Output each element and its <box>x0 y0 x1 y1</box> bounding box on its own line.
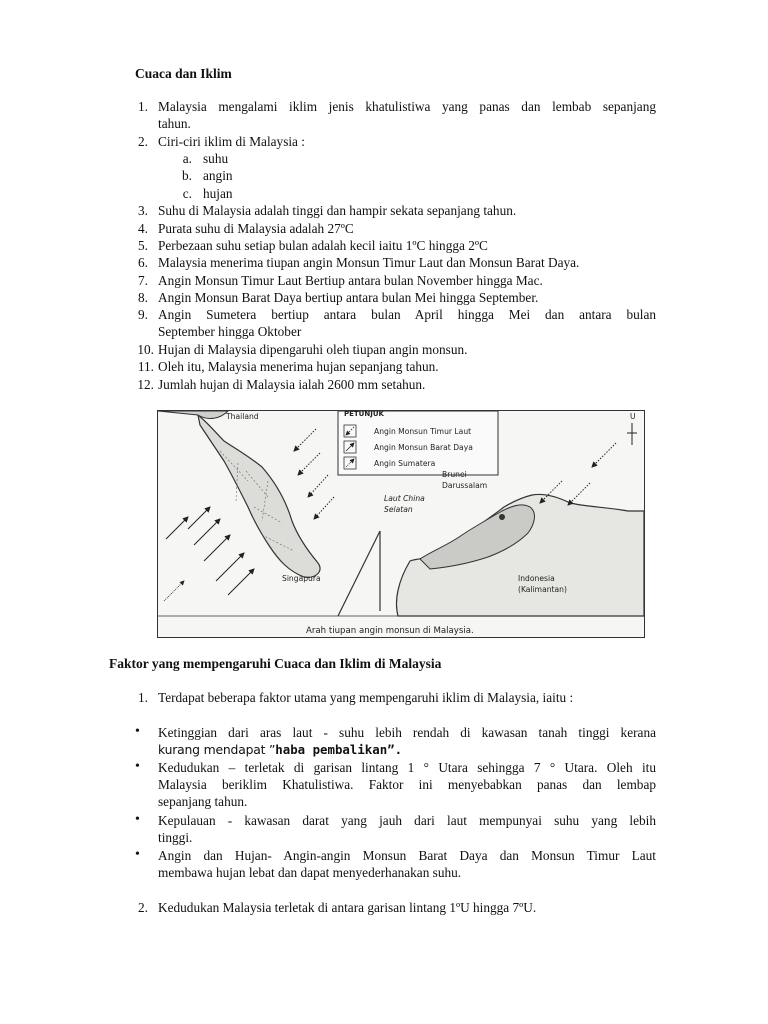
list-number: 2. <box>138 134 148 149</box>
list-item-text: September hingga Oktober <box>158 324 302 339</box>
monsoon-map <box>158 411 644 637</box>
bullet-text: Angin dan Hujan- Angin-angin Monsun Barat Daya dan Monsun Timur Laut <box>158 848 656 863</box>
monsoon-map-figure <box>157 410 645 638</box>
legend-item-ne-monsoon: Angin Monsun Timur Laut <box>374 427 472 436</box>
list-item-text: Perbezaan suhu setiap bulan adalah kecil iaitu 1ºC hingga 2ºC <box>158 238 488 253</box>
sea-label: Laut China <box>384 494 425 503</box>
bullet-text: sepanjang tahun. <box>158 794 248 809</box>
singapura-label: Singapura <box>282 574 321 583</box>
bullet-text: Kedudukan – terletak di garisan lintang 1 ° Utara sehingga 7 ° Utara. Oleh itu <box>158 760 656 775</box>
bullet-text: tinggi. <box>158 830 193 845</box>
list-item-text: Terdapat beberapa faktor utama yang mempengaruhi iklim di Malaysia, iaitu : <box>158 690 574 705</box>
list-number: 3. <box>138 203 148 218</box>
map-caption: Arah tiupan angin monsun di Malaysia. <box>306 626 474 636</box>
section-title: Faktor yang mempengaruhi Cuaca dan Iklim di Malaysia <box>109 656 442 671</box>
bullet-text: membawa hujan lebat dan dapat menyederhanakan suhu. <box>158 865 462 880</box>
sea-label: Selatan <box>384 505 413 514</box>
list-number: 8. <box>138 290 148 305</box>
page-title: Cuaca dan Iklim <box>135 66 232 81</box>
list-number: 9. <box>138 307 148 322</box>
sublist-item-text: angin <box>203 168 233 183</box>
bullet-icon: • <box>135 847 140 862</box>
sublist-item-text: hujan <box>203 186 233 201</box>
list-number: 12. <box>137 377 154 392</box>
list-number: 1. <box>138 690 148 705</box>
list-number: 10. <box>137 342 154 357</box>
bullet-text-emphasis: haba pembalikan”. <box>275 742 403 757</box>
indonesia-label: (Kalimantan) <box>518 585 567 594</box>
brunei-label: Brunei <box>442 470 467 479</box>
sublist-letter: c. <box>182 186 192 201</box>
bullet-text: Ketinggian dari aras laut - suhu lebih rendah di kawasan tanah tinggi kerana <box>158 725 656 740</box>
list-item-text: tahun. <box>158 116 191 131</box>
bullet-icon: • <box>135 812 140 827</box>
list-item-text: Purata suhu di Malaysia adalah 27ºC <box>158 221 354 236</box>
sublist-item-text: suhu <box>203 151 229 166</box>
list-number: 7. <box>138 273 148 288</box>
list-item-text: Angin Monsun Timur Laut Bertiup antara bulan November hingga Mac. <box>158 273 543 288</box>
bullet-text <box>158 741 402 758</box>
bullet-text: Kepulauan - kawasan darat yang jauh dari laut mempunyai suhu yang lebih <box>158 813 656 828</box>
list-item-text: Hujan di Malaysia dipengaruhi oleh tiupan angin monsun. <box>158 342 468 357</box>
list-item-text: Suhu di Malaysia adalah tinggi dan hampir sekata sepanjang tahun. <box>158 203 517 218</box>
north-label: U <box>630 412 636 421</box>
bullet-icon: • <box>135 724 140 739</box>
sublist-letter: b. <box>182 168 192 183</box>
sublist-letter: a. <box>182 151 192 166</box>
legend-item-sw-monsoon: Angin Monsun Barat Daya <box>374 443 473 452</box>
legend-title: PETUNJUK <box>344 411 384 418</box>
list-item-text: Angin Sumetera bertiup antara bulan April hingga Mei dan antara bulan <box>158 307 656 322</box>
list-item-text: Oleh itu, Malaysia menerima hujan sepanjang tahun. <box>158 359 439 374</box>
list-number: 11. <box>137 359 154 374</box>
list-item-text: Malaysia mengalami iklim jenis khatulistiwa yang panas dan lembab sepanjang <box>158 99 656 114</box>
legend-item-sumatera: Angin Sumatera <box>374 459 436 468</box>
list-item-text: Jumlah hujan di Malaysia ialah 2600 mm setahun. <box>158 377 426 392</box>
list-number: 2. <box>138 900 148 915</box>
list-number: 4. <box>138 221 148 236</box>
list-item-text: Kedudukan Malaysia terletak di antara garisan lintang 1ºU hingga 7ºU. <box>158 900 537 915</box>
indonesia-label: Indonesia <box>518 574 555 583</box>
list-number: 5. <box>138 238 148 253</box>
brunei-label: Darussalam <box>442 481 488 490</box>
brunei-marker <box>499 514 505 520</box>
list-number: 6. <box>138 255 148 270</box>
thailand-label: Thailand <box>226 412 259 421</box>
list-item-text: Malaysia menerima tiupan angin Monsun Timur Laut dan Monsun Barat Daya. <box>158 255 580 270</box>
bullet-icon: • <box>135 759 140 774</box>
bullet-text-part: kurang mendapat ” <box>158 742 276 757</box>
bullet-text: Malaysia beriklim Khatulistiwa. Faktor ini menyebabkan panas dan lembap <box>158 777 656 792</box>
list-number: 1. <box>138 99 148 114</box>
list-item-text: Angin Monsun Barat Daya bertiup antara bulan Mei hingga September. <box>158 290 539 305</box>
list-item-text: Ciri-ciri iklim di Malaysia : <box>158 134 305 149</box>
